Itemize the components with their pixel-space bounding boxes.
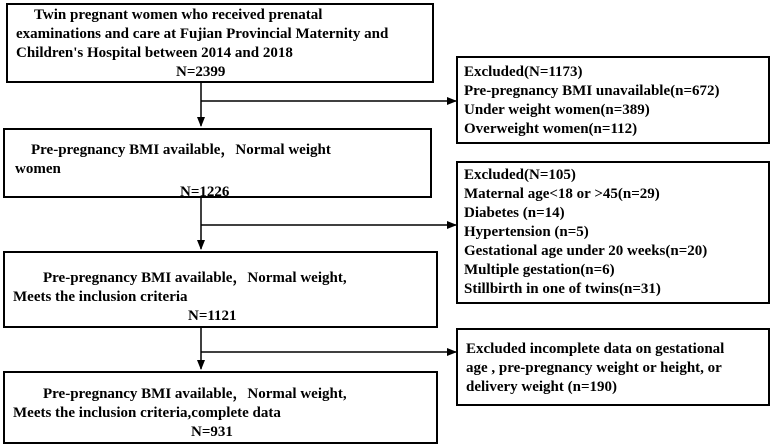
main-box-3 [3, 251, 438, 328]
main-box-4-line-2: Meets the inclusion criteria,complete data [13, 405, 281, 421]
main-box-2-count: N=1226 [180, 184, 230, 200]
exclusion-box-2-line-1: Excluded(N=105) [464, 167, 576, 183]
exclusion-box-2-line-7: Stillbirth in one of twins(n=31) [464, 281, 661, 297]
main-box-1-line-3: Children's Hospital between 2014 and 2018 [16, 45, 293, 61]
main-box-4-count: N=931 [191, 424, 233, 440]
main-box-4 [3, 371, 438, 444]
exclusion-box-1-line-1: Excluded(N=1173) [464, 64, 583, 80]
exclusion-box-2-line-5: Gestational age under 20 weeks(n=20) [464, 243, 708, 259]
exclusion-box-2-line-3: Diabetes (n=14) [464, 205, 565, 221]
main-box-2 [3, 128, 432, 198]
main-box-3-count: N=1121 [188, 308, 237, 324]
main-box-3-line-2: Meets the inclusion criteria [13, 289, 188, 305]
exclusion-box-1-line-4: Overweight women(n=112) [464, 121, 638, 137]
exclusion-box-1-line-3: Under weight women(n=389) [464, 102, 650, 118]
main-box-1-line-2: examinations and care at Fujian Provincial Maternity and [16, 26, 389, 42]
main-box-1-line-1: Twin pregnant women who received prenatal [34, 7, 323, 23]
exclusion-box-2-line-6: Multiple gestation(n=6) [464, 262, 615, 278]
exclusion-box-2-line-2: Maternal age<18 or >45(n=29) [464, 186, 660, 202]
main-box-2-line-2: women [15, 161, 61, 177]
exclusion-box-3-line-2: age , pre-pregnancy weight or height, or [466, 360, 722, 376]
exclusion-box-2 [456, 161, 770, 304]
main-box-1-count: N=2399 [176, 64, 226, 80]
main-box-1 [6, 3, 434, 83]
main-box-4-line-1: Pre-pregnancy BMI available，Normal weight, [43, 386, 347, 402]
exclusion-box-1-line-2: Pre-pregnancy BMI unavailable(n=672) [464, 83, 720, 99]
exclusion-box-3-line-1: Excluded incomplete data on gestational [466, 341, 725, 357]
exclusion-box-3-line-3: delivery weight (n=190) [466, 379, 618, 395]
exclusion-box-2-line-4: Hypertension (n=5) [464, 224, 589, 240]
exclusion-box-1 [456, 56, 770, 144]
main-box-2-line-1: Pre-pregnancy BMI available，Normal weight [31, 142, 331, 158]
exclusion-box-3 [456, 328, 770, 406]
main-box-3-line-1: Pre-pregnancy BMI available，Normal weight, [43, 270, 347, 286]
